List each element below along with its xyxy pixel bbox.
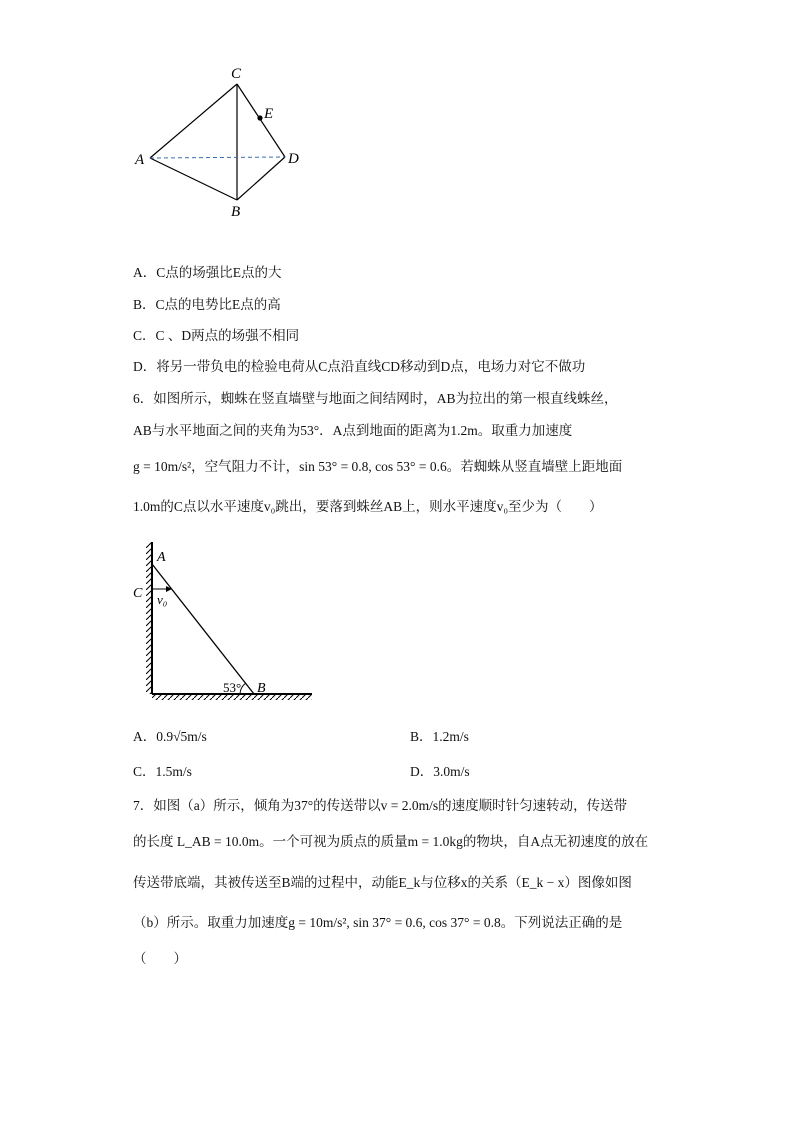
silk-AB xyxy=(152,564,254,694)
edge-AB xyxy=(150,158,237,200)
q6-line-2: AB与水平地面之间的夹角为53°．A点到地面的距离为1.2m。取重力加速度 xyxy=(133,423,573,438)
label-A: A xyxy=(135,152,145,168)
label-B: B xyxy=(257,681,266,696)
label-A: A xyxy=(157,550,166,565)
label-C: C xyxy=(231,66,242,82)
q6-option-c: C．1.5m/s xyxy=(133,764,192,779)
label-C: C xyxy=(133,586,143,601)
label-E: E xyxy=(264,106,274,122)
q7-line-3: 传送带底端，其被传送至B端的过程中，动能E_k与位移x的关系（E_k − x）图像如图 xyxy=(133,875,632,890)
q6-line-4: 1.0m的C点以水平速度v₀跳出，要落到蛛丝AB上，则水平速度v₀至少为（ ） xyxy=(133,499,603,514)
q7-line-4: （b）所示。取重力加速度g = 10m/s², sin 37° = 0.6, cos 37° = 0.8。下列说法正确的是 xyxy=(133,915,623,930)
label-angle: 53° xyxy=(223,680,242,695)
q7-line-5: （ ） xyxy=(133,951,187,966)
label-v0: v₀ xyxy=(157,592,168,607)
point-E xyxy=(257,115,262,120)
q6-line-1: 6．如图所示，蜘蛛在竖直墙壁与地面之间结网时，AB为拉出的第一根直线蛛丝， xyxy=(133,391,618,406)
q6-option-b: B．1.2m/s xyxy=(410,729,469,744)
q5-option-d: D．将另一带负电的检验电荷从C点沿直线CD移动到D点，电场力对它不做功 xyxy=(133,359,586,374)
q5-option-c: C．C 、D两点的场强不相同 xyxy=(133,328,300,343)
q5-option-b: B．C点的电势比E点的高 xyxy=(133,297,281,312)
q7-line-1: 7．如图（a）所示，倾角为37°的传送带以v = 2.0m/s的速度顺时针匀速转动，传送带 xyxy=(133,798,628,813)
edge-CD xyxy=(237,84,285,157)
q6-option-d: D．3.0m/s xyxy=(410,764,470,779)
edge-AD-dashed xyxy=(150,157,285,158)
label-B: B xyxy=(231,204,241,220)
q6-line-3: g = 10m/s²，空气阻力不计，sin 53° = 0.8, cos 53° = 0.6。若蜘蛛从竖直墙壁上距地面 xyxy=(133,459,623,474)
electric-field-figure xyxy=(130,62,320,227)
spider-web-figure xyxy=(128,536,318,706)
edge-DB xyxy=(237,157,285,200)
q5-option-a: A．C点的场强比E点的大 xyxy=(133,265,282,280)
q6-option-a: A．0.9√5m/s xyxy=(133,729,207,744)
edge-CA xyxy=(150,84,237,158)
q7-line-2: 的长度 L_AB = 10.0m。一个可视为质点的质量m = 1.0kg的物块，自A点无初速度的放在 xyxy=(133,834,649,849)
label-D: D xyxy=(288,151,299,167)
